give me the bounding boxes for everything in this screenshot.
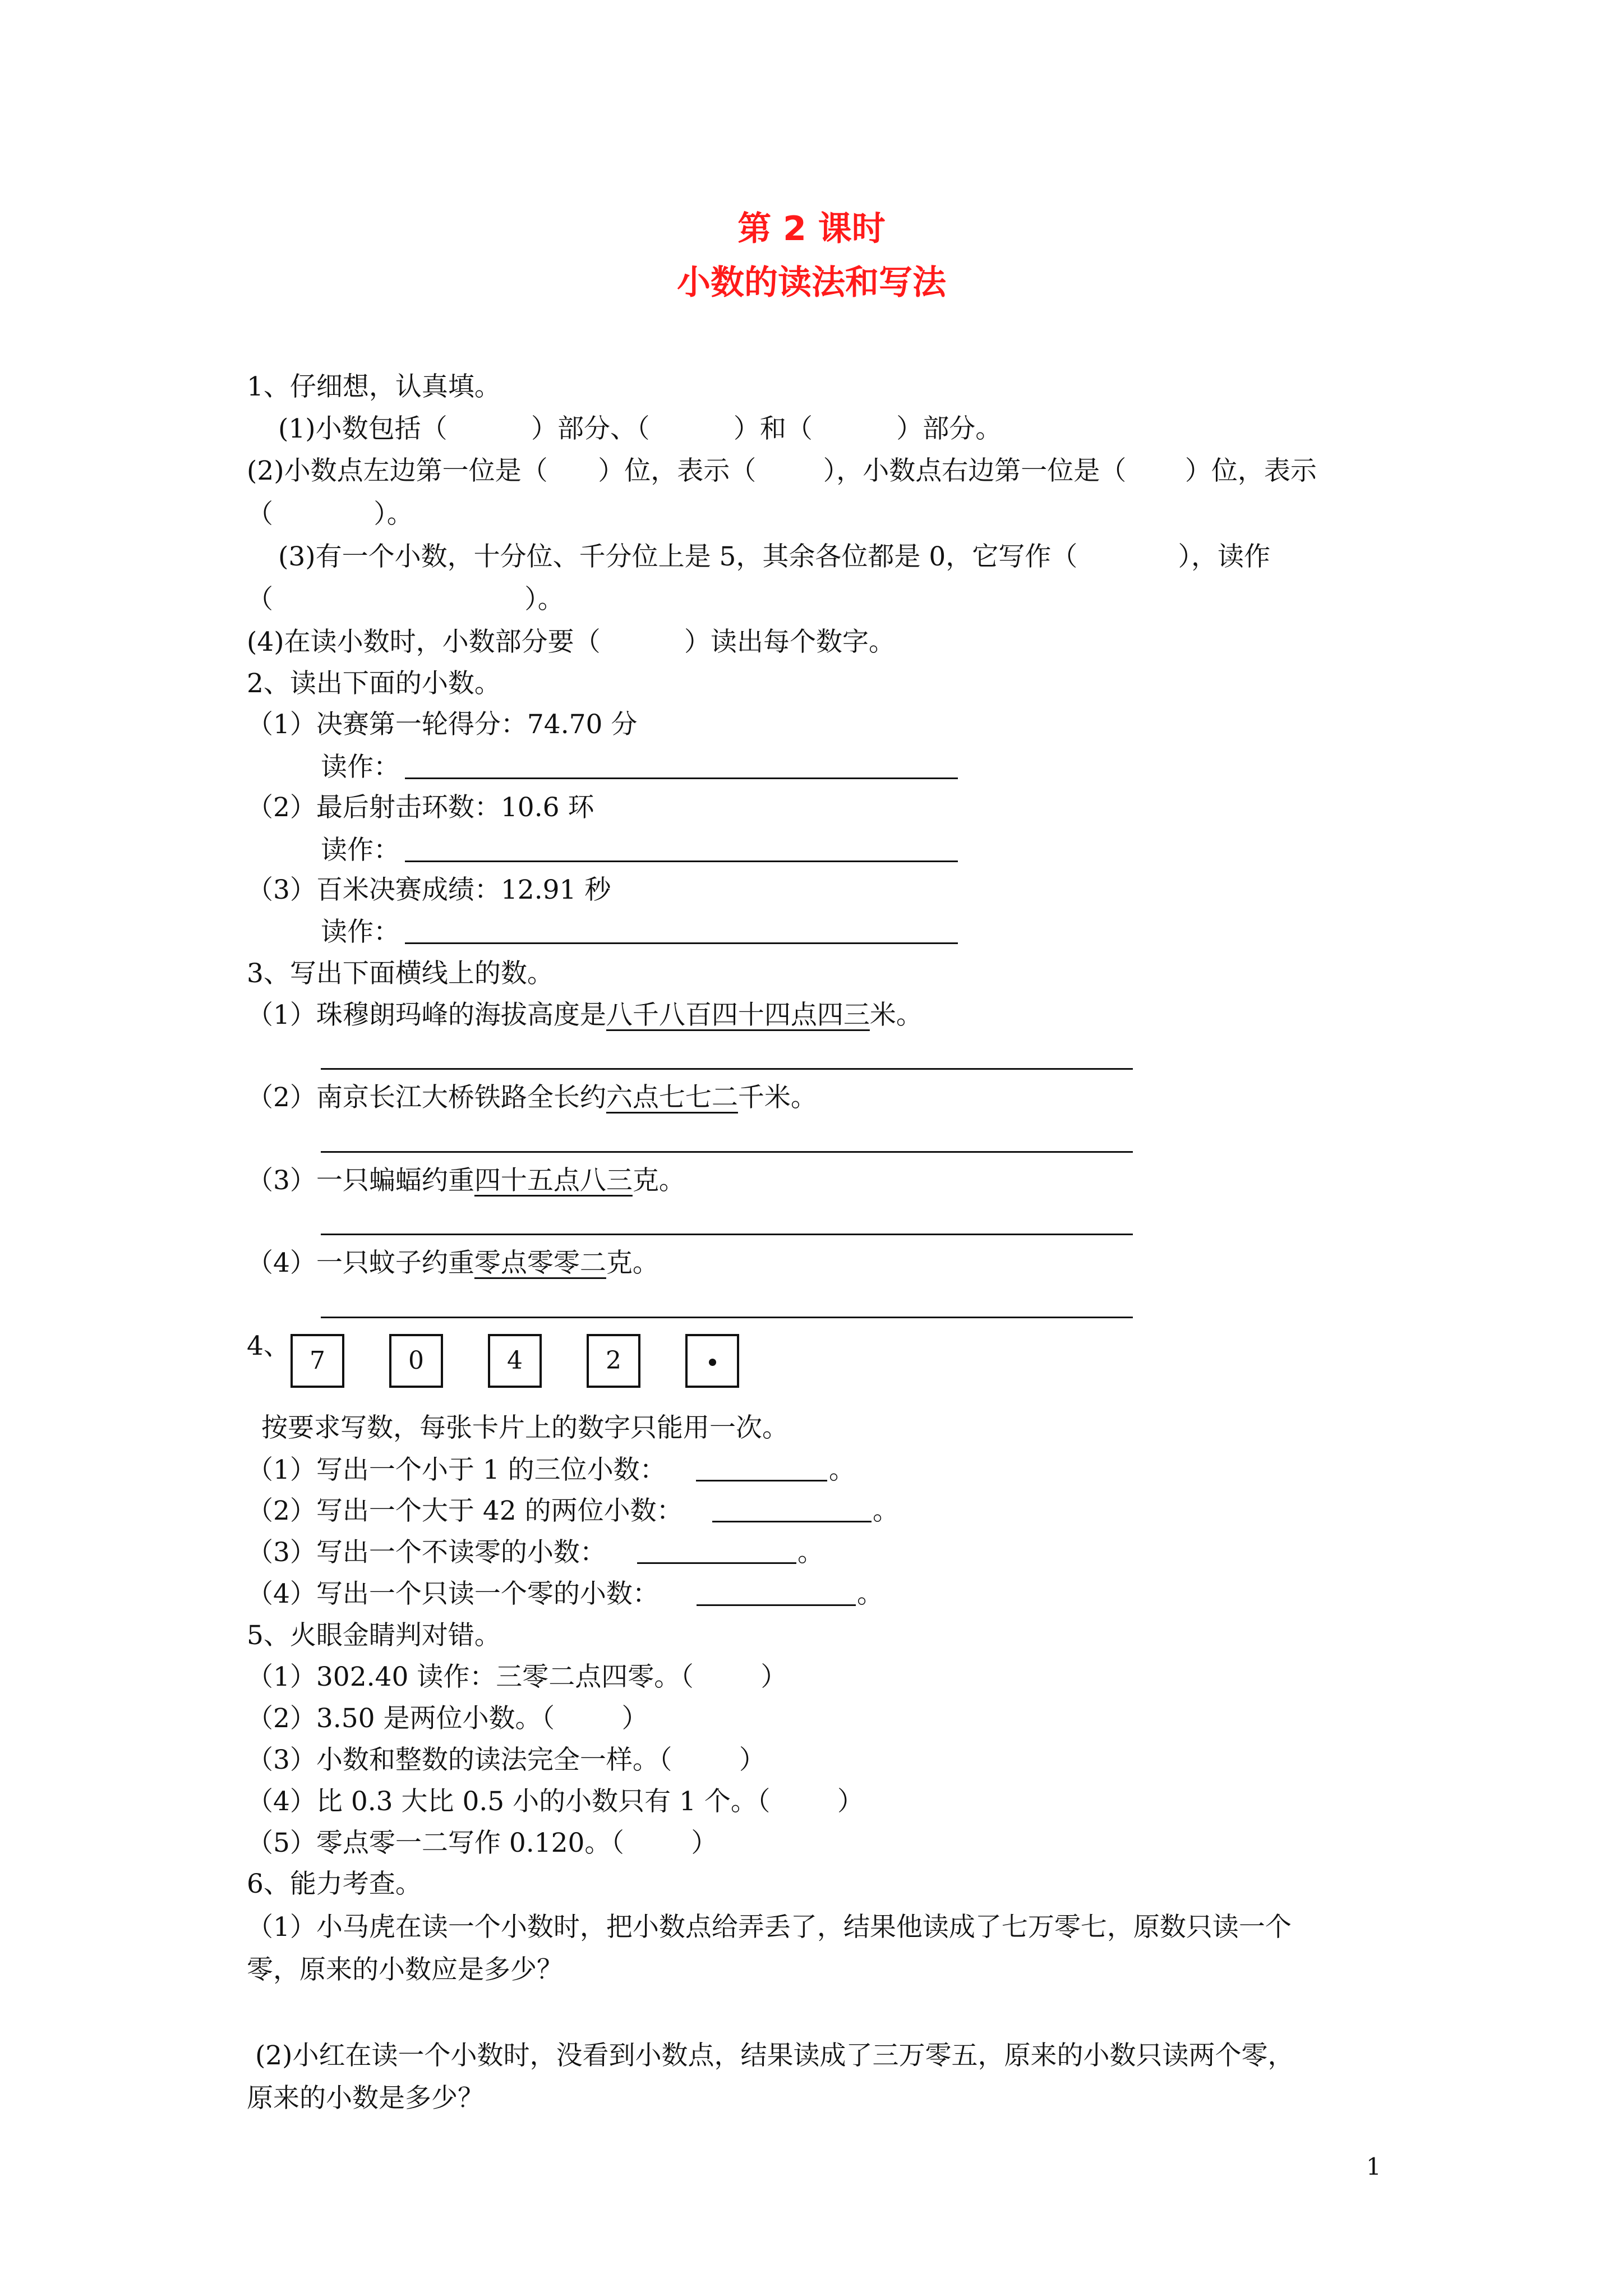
s3-item-4-answer-line[interactable] [321,1317,1133,1318]
s4-item-1-end: 。 [829,1455,855,1485]
s1-question-2-line-1: (2)小数点左边第一位是（ ）位，表示（ ），小数点右边第一位是（ ）位，表示 [247,455,1317,486]
s2-item-1-answer-line[interactable] [405,777,958,779]
s1-question-4: (4)在读小数时，小数部分要（ ）读出每个数字。 [247,627,895,657]
s6-question-1-line-1: （1）小马虎在读一个小数时，把小数点给弄丢了，结果他读成了七万零七，原数只读一个 [247,1912,1292,1943]
s2-item-3-answer-line[interactable] [405,942,958,944]
s4-instruction: 按要求写数，每张卡片上的数字只能用一次。 [261,1412,789,1443]
page-number: 1 [1366,2153,1381,2180]
s5-item-3: （3）小数和整数的读法完全一样。（ ） [247,1745,766,1775]
s2-item-1: （1）决赛第一轮得分：74.70 分 [247,709,638,740]
s4-item-2-end: 。 [873,1496,899,1526]
s4-item-3-end: 。 [797,1537,824,1568]
s2-item-2-answer-line[interactable] [405,861,958,862]
s3-item-1-answer-line[interactable] [321,1068,1133,1070]
section-3-heading: 3、写出下面横线上的数。 [247,958,554,989]
s2-item-1-reading-label: 读作： [321,752,400,783]
s6-question-2-line-2: 原来的小数是多少？ [247,2083,484,2114]
s3-item-2: （2）南京长江大桥铁路全长约六点七七二千米。 [247,1082,817,1113]
s4-item-3: （3）写出一个不读零的小数： [247,1537,606,1568]
s4-item-1: （1）写出一个小于 1 的三位小数： [247,1455,666,1485]
lesson-title: 小数的读法和写法 [677,263,946,302]
s2-item-3-reading-label: 读作： [321,917,400,947]
s2-item-2-reading-label: 读作： [321,835,400,866]
section-1-heading: 1、仔细想，认真填。 [247,371,501,402]
s5-item-4: （4）比 0.3 大比 0.5 小的小数只有 1 个。（ ） [247,1786,864,1817]
s2-item-2: （2）最后射击环数：10.6 环 [247,792,594,823]
section-6-heading: 6、能力考查。 [247,1869,422,1899]
s1-question-2-line-2: （ ）。 [247,499,413,530]
section-2-heading: 2、读出下面的小数。 [247,668,501,699]
s4-item-2-answer-line[interactable] [712,1521,872,1522]
s6-question-1-line-2: 零，原来的小数应是多少？ [247,1954,563,1985]
s4-item-4-end: 。 [857,1579,883,1609]
lesson-number-title: 第 2 课时 [737,209,886,249]
s4-item-2: （2）写出一个大于 42 的两位小数： [247,1496,683,1526]
digit-card-0: 0 [389,1334,443,1388]
s3-item-3: （3）一只蝙蝠约重四十五点八三克。 [247,1165,685,1196]
s1-question-3-line-1: (3)有一个小数，十分位、千分位上是 5，其余各位都是 0，它写作（ ），读作 [278,541,1271,572]
s4-item-4-answer-line[interactable] [697,1604,856,1606]
s1-question-3-line-2: （ ）。 [247,584,564,615]
s3-item-3-answer-line[interactable] [321,1234,1133,1235]
s4-item-3-answer-line[interactable] [637,1562,796,1564]
digit-card-4: 4 [488,1334,542,1388]
s2-item-3: （3）百米决赛成绩：12.91 秒 [247,875,611,905]
s4-item-4: （4）写出一个只读一个零的小数： [247,1579,659,1609]
s3-item-1: （1）珠穆朗玛峰的海拔高度是八千八百四十四点四三米。 [247,1000,923,1030]
s4-item-1-answer-line[interactable] [696,1480,827,1481]
decimal-point-dot [709,1359,716,1366]
s5-item-1: （1）302.40 读作：三零二点四零。（ ） [247,1662,787,1692]
s3-item-4: （4）一只蚊子约重零点零零二克。 [247,1248,659,1278]
s3-item-2-answer-line[interactable] [321,1151,1133,1153]
digit-card-7: 7 [291,1334,344,1388]
s5-item-2: （2）3.50 是两位小数。（ ） [247,1703,648,1734]
digit-card-2: 2 [587,1334,640,1388]
s6-question-2-line-1: (2)小红在读一个小数时，没看到小数点，结果读成了三万零五，原来的小数只读两个零， [247,2040,1294,2071]
section-5-heading: 5、火眼金睛判对错。 [247,1620,501,1651]
s1-question-1: (1)小数包括（ ）部分、（ ）和（ ）部分。 [278,413,1002,444]
section-4-number: 4、 [247,1331,290,1361]
decimal-point-card [685,1334,739,1388]
s5-item-5: （5）零点零一二写作 0.120。（ ） [247,1828,718,1858]
